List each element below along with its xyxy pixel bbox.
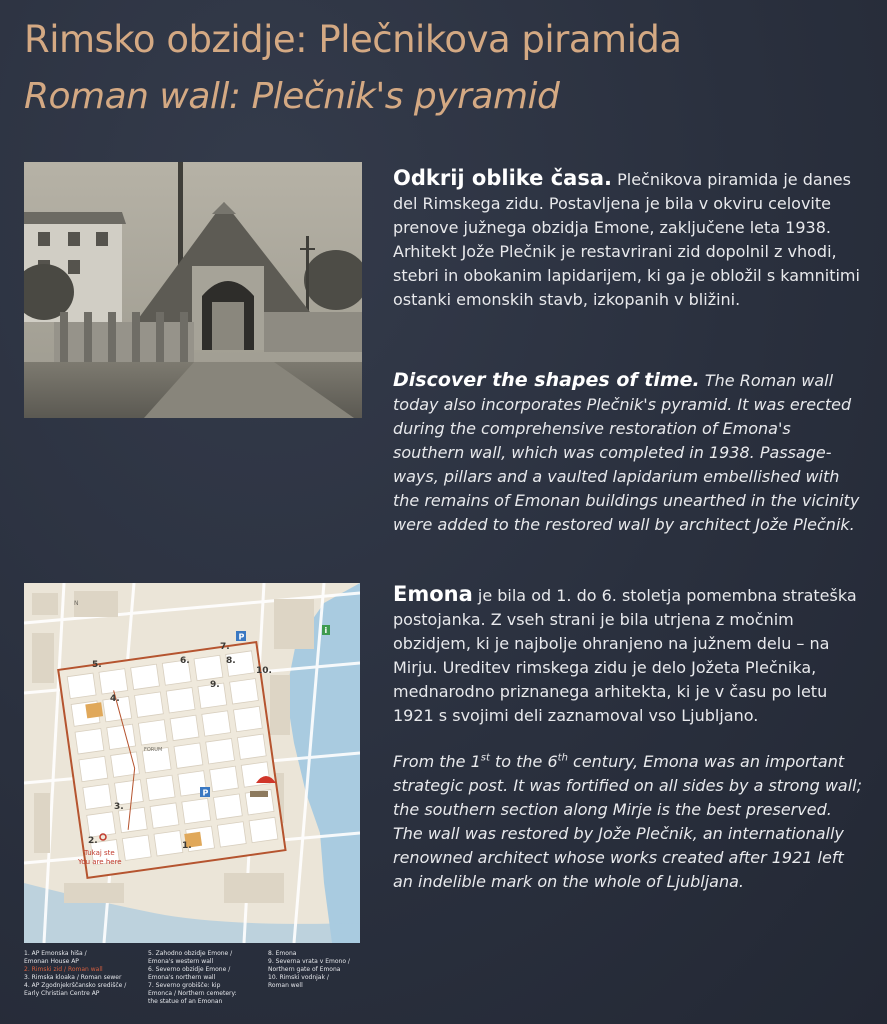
legend-item: Emona's northern wall — [148, 974, 216, 981]
legend-item: 8. Emona — [268, 950, 297, 957]
map-marker-5: 5. — [92, 660, 102, 670]
section-emona-slovene — [393, 582, 863, 728]
legend-item: 5. Zahodno obzidje Emone / — [148, 950, 233, 957]
historic-photo — [24, 162, 362, 418]
map-north-label: N — [74, 600, 79, 607]
sup-st: st — [480, 752, 490, 764]
legend-item: 2. Rimski zid / Roman wall — [24, 966, 103, 973]
map-marker-8: 8. — [226, 656, 236, 666]
lead-discover: Discover the shapes of time. — [393, 369, 700, 391]
body-emona-sl: je bila od 1. do 6. stoletja pomembna strateška postojanka. Z vseh strani je bila utrjena z močnim obzidjem, ki je najbolje ohranjeno na južnem delu – na Mirju. Ureditev rimskega zidu je delo Jožeta Plečnika, mednarodno priznanega arhitekta, ki je v času po letu 1921 s svojimi deli zaznamoval vso Ljubljano. — [393, 586, 857, 725]
sup-th: th — [557, 752, 568, 764]
section-emona-english — [393, 750, 863, 894]
legend-item: 3. Rimska kloaka / Roman sewer — [24, 974, 122, 981]
body-odkrij: Plečnikova piramida je danes del Rimskega zidu. Postavljena je bila v okviru celovite prenove južnega obzidja Emone, zaključene leta 1938. Arhitekt Jože Plečnik je restavrirani zid dopolnil z vhodi, stebri in obokanim lapidarijem, ki ga je obložil s kamnitimi ostanki emonskih stavb, izkopanih v bližini. — [393, 170, 860, 309]
section-discover-slovene — [393, 166, 863, 312]
you-are-here-en: You are here — [78, 858, 122, 866]
you-are-here-sl: Tukaj ste — [84, 849, 115, 857]
legend-item: Early Christian Centre AP — [24, 990, 100, 997]
legend-item: 4. AP Zgodnjekrščansko središče / — [24, 982, 127, 989]
svg-text:P: P — [238, 632, 245, 642]
body-emona-en-part2: to the 6 — [489, 752, 558, 771]
map-forum-label: FORUM — [144, 747, 163, 753]
map-marker-7: 7. — [220, 642, 230, 652]
body-emona-en-part1: From the 1 — [393, 752, 481, 771]
legend-item: 7. Severno grobišče: kip — [148, 982, 221, 989]
body-emona-en-part3: century, Emona was an important strategic post. It was fortified on all sides by a strong wall; the southern section along Mirje is the best preserved. The wall was restored by Jože Plečnik, an internationally renowned architect whose works created after 1921 left an indelible mark on the whole of Ljubljana. — [393, 752, 862, 891]
lead-odkrij: Odkrij oblike časa. — [393, 166, 612, 190]
map-marker-9: 9. — [210, 680, 220, 690]
emona-map — [24, 583, 360, 943]
map-marker-4: 4. — [110, 694, 120, 704]
legend-item: Northern gate of Emona — [268, 966, 341, 973]
section-discover-english — [393, 368, 863, 537]
svg-text:i: i — [324, 626, 328, 635]
legend-item: 6. Severno obzidje Emone / — [148, 966, 231, 973]
title-slovene: Rimsko obzidje: Plečnikova piramida — [24, 18, 682, 61]
legend-item: Roman well — [268, 982, 303, 989]
map-marker-1: 1. — [182, 841, 192, 851]
legend-item: Emona's western wall — [148, 958, 214, 965]
map-marker-3: 3. — [114, 802, 124, 812]
legend-item: 9. Severna vrata v Emono / — [268, 958, 350, 965]
lead-emona: Emona — [393, 582, 473, 606]
map-marker-10: 10. — [256, 666, 272, 676]
legend-item: the statue of an Emonan — [148, 998, 223, 1005]
body-discover: The Roman wall today also incorporates Plečnik's pyramid. It was erected during the comprehensive restoration of Emona's southern wall, which was completed in 1938. Passage-ways, pillars and a vaulted lapidarium embellished with the remains of Emonan buildings unearthed in the vicinity were added to the restored wall by architect Jože Plečnik. — [393, 371, 860, 534]
map-marker-6: 6. — [180, 656, 190, 666]
map-marker-2: 2. — [88, 836, 98, 846]
legend-column-1 — [24, 950, 126, 998]
legend-item: Emonan House AP — [24, 958, 79, 965]
legend-item: 10. Rimski vodnjak / — [268, 974, 329, 981]
title-english: Roman wall: Plečnik's pyramid — [24, 76, 560, 117]
legend-item: Emonca / Northern cemetery: — [148, 990, 237, 997]
legend-column-3 — [268, 950, 350, 990]
svg-text:P: P — [202, 788, 209, 798]
legend-column-2 — [148, 950, 237, 1006]
legend-item: 1. AP Emonska hiša / — [24, 950, 87, 957]
